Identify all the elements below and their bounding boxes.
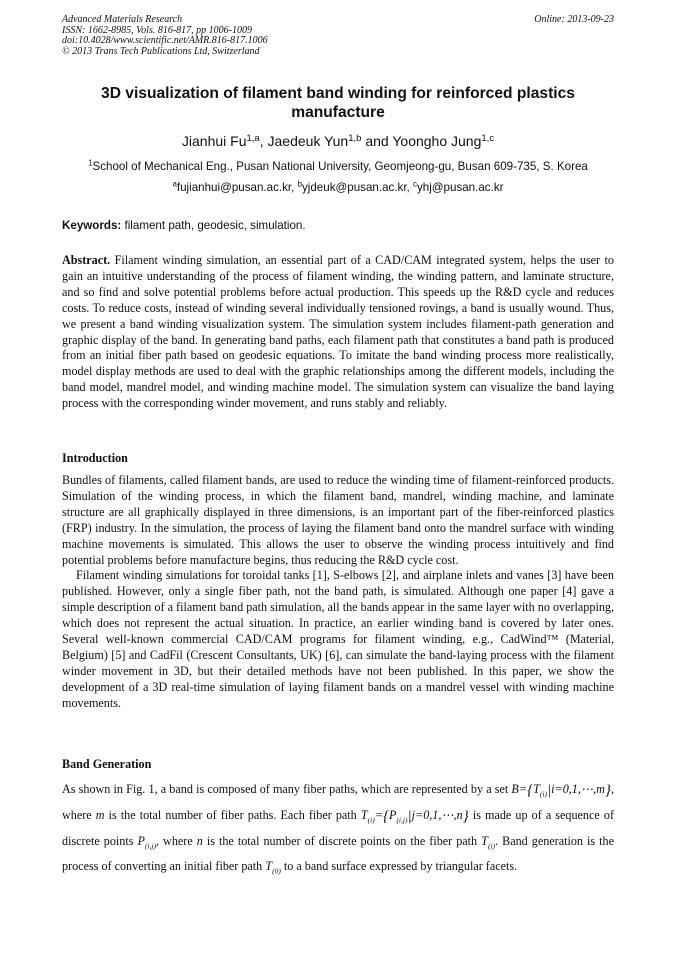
band-generation-body [62, 779, 614, 882]
formula-set-b [511, 781, 611, 799]
affiliation-marker: 1 [88, 158, 93, 168]
math-subscript: (i) [367, 815, 375, 825]
math-brace: } [604, 781, 611, 799]
section-heading-introduction: Introduction [62, 451, 128, 465]
paragraph: Bundles of filaments, called filament bands, are used to reduce the winding time of filament-reinforced products. Simulation of the winding process, in which the filament band, mandrel, winding machine, and laminate structure are all graphically displayed in three dimensions, is an important part of the fiber-reinforced plastics (FRP) industry. In the simulation, the process of laying the filament band onto the mandrel surface with winding machine movements is simulated. This allows the user to observe the winding process intuitively and find potential problems before manufacture begins, thus reducing the R&D cycle cost. [62, 473, 614, 567]
formula-point [138, 834, 156, 848]
online-date: Online: 2013-09-23 [534, 14, 614, 25]
email-marker: c [413, 179, 417, 189]
formula-fiber-path [360, 807, 469, 825]
math-symbol: B [511, 782, 519, 796]
math-symbol: = [374, 807, 383, 822]
copyright-line: © 2013 Trans Tech Publications Ltd, Switzerland [62, 45, 260, 57]
issn-line: ISSN: 1662-8985, Vols. 816-817, pp 1006-1009 [62, 24, 252, 36]
section-heading-band-generation: Band Generation [62, 757, 152, 771]
email-address[interactable]: yjdeuk@pusan.ac.kr, [301, 181, 414, 194]
math-symbol: T [360, 807, 368, 822]
math-symbol: P [137, 833, 145, 848]
doi-line: doi:10.4028/www.scientific.net/AMR.816-817.1006 [62, 35, 268, 47]
email-marker: b [297, 179, 302, 189]
journal-header [62, 15, 268, 57]
math-condition: j=0,1,⋯,n [411, 807, 463, 822]
author-separator: , [259, 133, 268, 149]
text-run: As shown in Fig. 1, a band is composed of many fiber paths, which are represented by a set [62, 782, 512, 796]
email-address[interactable]: yhj@pusan.ac.kr [416, 181, 504, 194]
keywords-text: filament path, geodesic, simulation. [121, 219, 306, 232]
text-run: is made up of a sequence of discrete points [62, 807, 614, 848]
text-run: is the total number of discrete points on the fiber path [202, 833, 482, 848]
author-list [62, 132, 614, 150]
affiliation-text: School of Mechanical Eng., Pusan National University, Geomjeong-gu, Busan 609-735, S. Korea [92, 160, 588, 173]
email-address[interactable]: fujianhui@pusan.ac.kr, [176, 181, 298, 194]
text-run: is the total number of fiber paths. Each fiber path [104, 807, 361, 822]
keywords-label: Keywords: [62, 219, 122, 232]
math-subscript: (i) [487, 840, 496, 850]
email-list [62, 181, 614, 195]
paper-title: 3D visualization of filament band winding for reinforced plastics manufacture [101, 85, 575, 121]
math-symbol: T [265, 859, 273, 874]
math-subscript: (i,j) [144, 840, 156, 850]
author-name: Jianhui Fu [181, 133, 247, 149]
math-variable: n [196, 833, 203, 848]
math-symbol: T [481, 833, 488, 848]
author-affiliation-marker: 1,a [246, 132, 260, 144]
text-run: . Band generation is the process of converting an initial fiber path [62, 833, 614, 874]
math-symbol: = [518, 782, 528, 796]
math-brace: { [382, 807, 389, 825]
email-marker: a [172, 179, 177, 189]
author-name: Yoongho Jung [392, 133, 482, 149]
text-run: to a band surface expressed by triangular facets. [280, 859, 518, 874]
abstract [62, 253, 614, 412]
author-affiliation-marker: 1,c [481, 132, 495, 144]
text-run: , where [62, 782, 614, 822]
paragraph: Filament winding simulations for toroidal tanks [1], S-elbows [2], and airplane inlets and vanes [3] have been published. However, only a single fiber path, not the band path, is simulated. Although one paper [4] gave a simple description of a filament band path simulation, all the bands appear in the same layer with no overlapping, which does not represent the actual situation. In practice, an earlier winding band is covered by later ones. Several well-known commercial CAD/CAM programs for filament winding, e.g., CadWind™ (Material, Belgium) [5] and CadFil (Crescent Consultants, UK) [6], can simulate the band-laying process with the filament winder movement in 3D, but their detailed methods have not been published. In this paper, we show the development of a 3D real-time simulation of laying filament bands on a mandrel vessel with winding machine movements. [62, 568, 614, 710]
introduction-body [62, 473, 614, 712]
math-subscript: (i) [539, 789, 547, 799]
abstract-label: Abstract. [62, 253, 111, 267]
math-subscript: (0) [272, 866, 281, 876]
math-symbol: T [533, 782, 540, 796]
math-subscript: (i,j) [396, 815, 408, 825]
keywords [62, 218, 614, 233]
formula-fiber-path-ref [481, 834, 495, 848]
math-brace: } [462, 807, 469, 825]
journal-name: Advanced Materials Research [62, 14, 183, 25]
author-name: Jaedeuk Yun [267, 133, 349, 149]
affiliation [62, 160, 614, 174]
abstract-text: Filament winding simulation, an essential part of a CAD/CAM integrated system, helps the user to gain an intuitive understanding of the process of filament winding, the winding pattern, and laminate structure, and so find and solve potential problems before actual production. This speeds up the R&D cycle and reduces costs. To reduce costs, instead of winding several individually tensioned rovings, a band is usually wound. Thus, we present a band winding visualization system. The simulation system includes filament-path generation and graphic display of the band. In generating band paths, each filament path that constitutes a band path is produced from an initial fiber path based on geodesic equations. To imitate the band winding process more realistically, model display methods are used to deal with the graphic relationships among the different models, including the band model, mandrel model, and winding machine model. The simulation system can visualize the band laying process with the corresponding winder movement, and runs stably and reliably. [62, 253, 614, 411]
text-run: , where [155, 833, 197, 848]
math-symbol: P [388, 807, 397, 822]
math-condition: i=0,1,⋯,m [551, 782, 605, 796]
math-brace: { [527, 781, 534, 799]
formula-initial-path [265, 859, 281, 876]
math-variable: m [95, 807, 105, 822]
author-separator: and [361, 133, 393, 149]
math-bar: | [407, 807, 412, 825]
author-affiliation-marker: 1,b [348, 132, 362, 144]
math-bar: | [546, 781, 552, 799]
